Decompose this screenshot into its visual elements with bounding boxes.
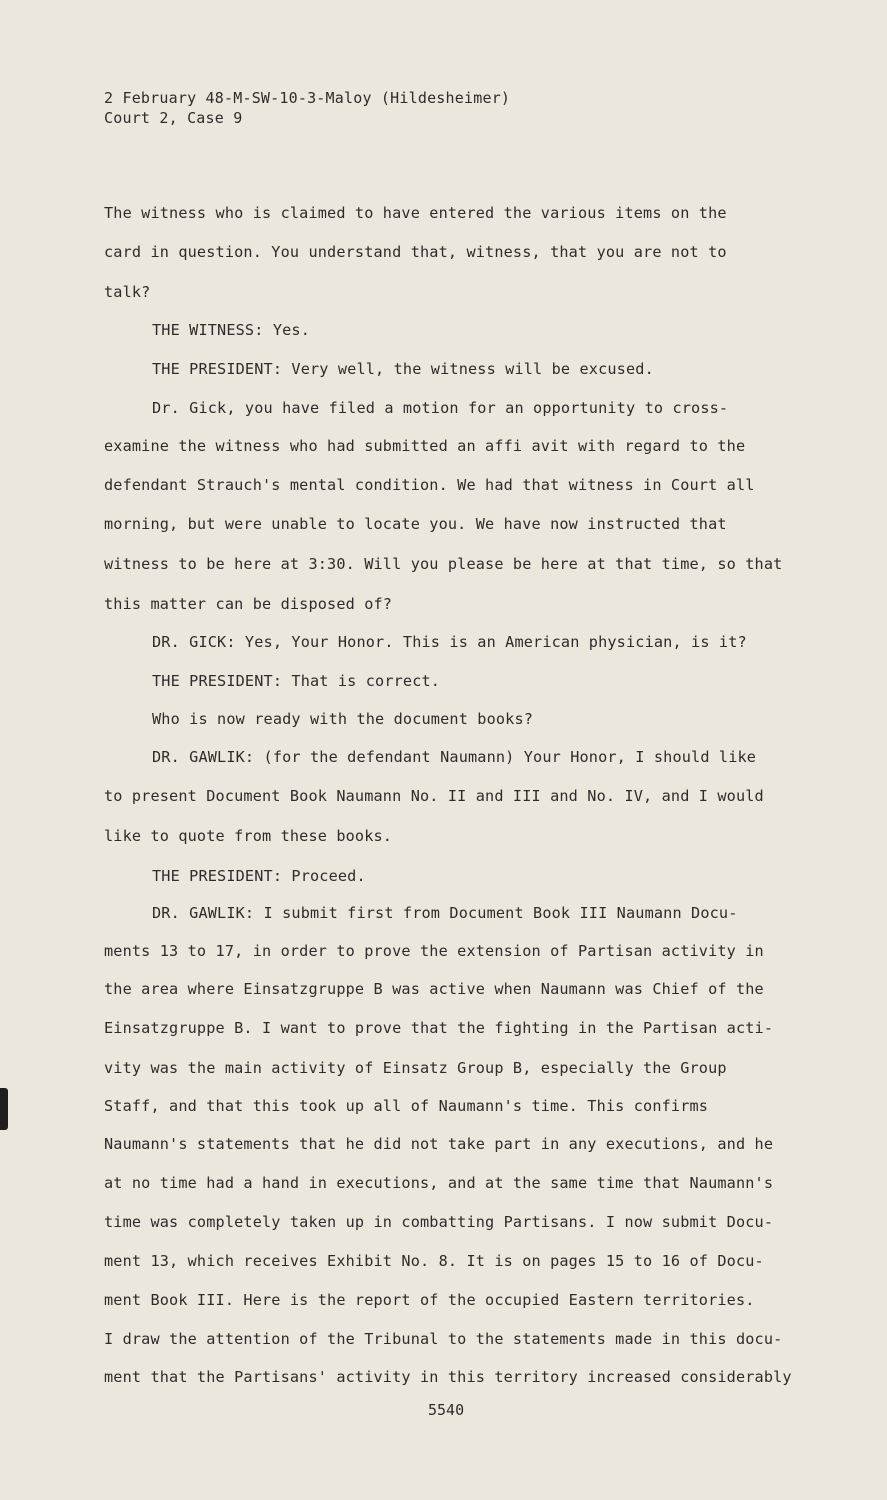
text-line-14: Who is now ready with the document books?: [152, 710, 534, 728]
text-line-25: Naumann's statements that he did not take part in any executions, and he: [104, 1135, 774, 1153]
header-line-court-case: Court 2, Case 9: [104, 109, 243, 127]
text-line-2: card in question. You understand that, witness, that you are not to: [104, 243, 727, 261]
text-line-28: ment 13, which receives Exhibit No. 8. It is on pages 15 to 16 of Docu-: [104, 1252, 764, 1270]
text-line-22: Einsatzgruppe B. I want to prove that the fighting in the Partisan acti-: [104, 1019, 774, 1037]
text-line-29: ment Book III. Here is the report of the occupied Eastern territories.: [104, 1291, 755, 1309]
text-line-23: vity was the main activity of Einsatz Group B, especially the Group: [104, 1059, 727, 1077]
text-line-20: ments 13 to 17, in order to prove the extension of Partisan activity in: [104, 942, 764, 960]
text-line-3: talk?: [104, 283, 151, 301]
document-header: [104, 88, 510, 128]
header-line-date-reference: 2 February 48-M-SW-10-3-Maloy (Hildesheimer): [104, 89, 511, 107]
page-number: 5540: [428, 1401, 465, 1419]
text-line-6: Dr. Gick, you have filed a motion for an opportunity to cross-: [152, 399, 729, 417]
text-line-16: to present Document Book Naumann No. II and III and No. IV, and I would: [104, 787, 764, 805]
text-line-27: time was completely taken up in combatting Partisans. I now submit Docu-: [104, 1213, 774, 1231]
text-line-9: morning, but were unable to locate you. We have now instructed that: [104, 515, 727, 533]
text-line-13: THE PRESIDENT: That is correct.: [152, 672, 441, 690]
text-line-26: at no time had a hand in executions, and at the same time that Naumann's: [104, 1174, 774, 1192]
text-line-5: THE PRESIDENT: Very well, the witness will be excused.: [152, 360, 654, 378]
text-line-4: THE WITNESS: Yes.: [152, 321, 310, 339]
text-line-30: I draw the attention of the Tribunal to the statements made in this docu-: [104, 1330, 783, 1348]
text-line-18: THE PRESIDENT: Proceed.: [152, 867, 366, 885]
text-line-11: this matter can be disposed of?: [104, 595, 393, 613]
text-line-21: the area where Einsatzgruppe B was active when Naumann was Chief of the: [104, 980, 764, 998]
text-line-1: The witness who is claimed to have entered the various items on the: [104, 204, 727, 222]
text-line-31: ment that the Partisans' activity in this territory increased considerably: [104, 1368, 792, 1386]
text-line-8: defendant Strauch's mental condition. We had that witness in Court all: [104, 476, 755, 494]
text-line-24: Staff, and that this took up all of Naumann's time. This confirms: [104, 1097, 709, 1115]
text-line-19: DR. GAWLIK: I submit first from Document Book III Naumann Docu-: [152, 904, 738, 922]
text-line-17: like to quote from these books.: [104, 827, 393, 845]
binder-edge-mark: [0, 1088, 8, 1130]
text-line-10: witness to be here at 3:30. Will you please be here at that time, so that: [104, 555, 783, 573]
text-line-15: DR. GAWLIK: (for the defendant Naumann) Your Honor, I should like: [152, 748, 757, 766]
text-line-12: DR. GICK: Yes, Your Honor. This is an American physician, is it?: [152, 633, 747, 651]
text-line-7: examine the witness who had submitted an affi avit with regard to the: [104, 437, 746, 455]
